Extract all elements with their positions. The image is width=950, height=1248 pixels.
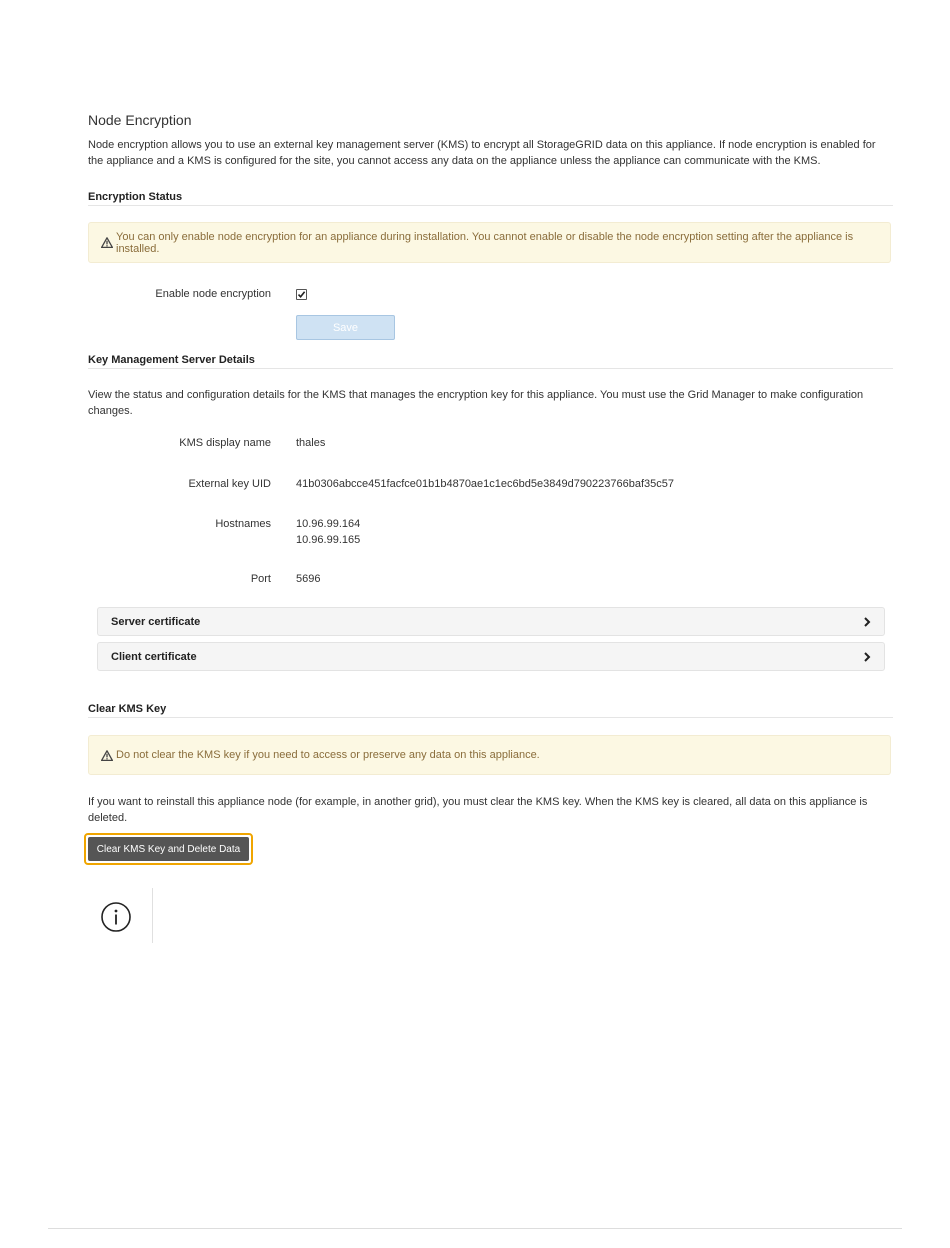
client-certificate-label: Client certificate — [111, 650, 197, 663]
checkmark-icon — [297, 290, 306, 299]
hostname-value: 10.96.99.164 — [296, 518, 361, 530]
enable-encryption-checkbox[interactable] — [296, 289, 307, 300]
warning-icon — [101, 750, 113, 761]
section-divider — [88, 717, 893, 718]
port-value: 5696 — [296, 573, 321, 585]
section-divider — [88, 205, 893, 206]
kms-display-name-label: KMS display name — [179, 437, 271, 449]
section-divider — [88, 368, 893, 369]
clear-kms-warning-text: Do not clear the KMS key if you need to access or preserve any data on this appliance. — [116, 749, 540, 761]
clear-kms-description: If you want to reinstall this appliance node (for example, in another grid), you must clear the KMS key. When the KMS key is cleared, all data on this appliance is deleted. — [88, 796, 868, 824]
kms-description: View the status and configuration details for the KMS that manages the encryption key for this appliance. You must use the Grid Manager to make configuration changes. — [88, 389, 864, 417]
chevron-right-icon — [863, 652, 871, 662]
kms-display-name-value: thales — [296, 437, 326, 449]
encryption-warning-alert — [88, 222, 891, 263]
intro-text: Node encryption allows you to use an external key management server (KMS) to encrypt all StorageGRID data on this appliance. If node encryption is enabled for the appliance and a KMS is configured for the site, you cannot access any data on the appliance unless the appliance can communicate with the KMS. — [88, 139, 876, 167]
save-button[interactable]: Save — [296, 315, 395, 340]
external-key-uid-value: 41b0306abcce451facfce01b1b4870ae1c1ec6bd5e3849d790223766baf35c57 — [296, 478, 675, 490]
hostname-value: 10.96.99.165 — [296, 534, 361, 546]
info-divider — [152, 888, 153, 943]
encryption-status-title: Encryption Status — [88, 191, 183, 203]
chevron-right-icon — [863, 617, 871, 627]
encryption-warning-text: You can only enable node encryption for an appliance during installation. You cannot enable or disable the node encryption setting after the appliance is installed. — [116, 230, 854, 255]
hostnames-label: Hostnames — [215, 518, 271, 530]
clear-kms-title: Clear KMS Key — [88, 703, 167, 715]
clear-kms-warning-alert — [88, 735, 891, 775]
client-certificate-accordion[interactable] — [97, 642, 885, 671]
enable-encryption-label: Enable node encryption — [155, 288, 271, 300]
warning-icon — [101, 237, 113, 248]
server-certificate-accordion[interactable] — [97, 607, 885, 636]
info-icon — [100, 901, 132, 933]
footer-divider — [48, 1228, 902, 1229]
external-key-uid-label: External key UID — [188, 478, 271, 490]
clear-kms-key-button[interactable]: Clear KMS Key and Delete Data — [88, 837, 249, 861]
kms-details-title: Key Management Server Details — [88, 354, 255, 366]
port-label: Port — [250, 573, 271, 585]
server-certificate-label: Server certificate — [111, 615, 201, 628]
page-title: Node Encryption — [88, 112, 192, 128]
